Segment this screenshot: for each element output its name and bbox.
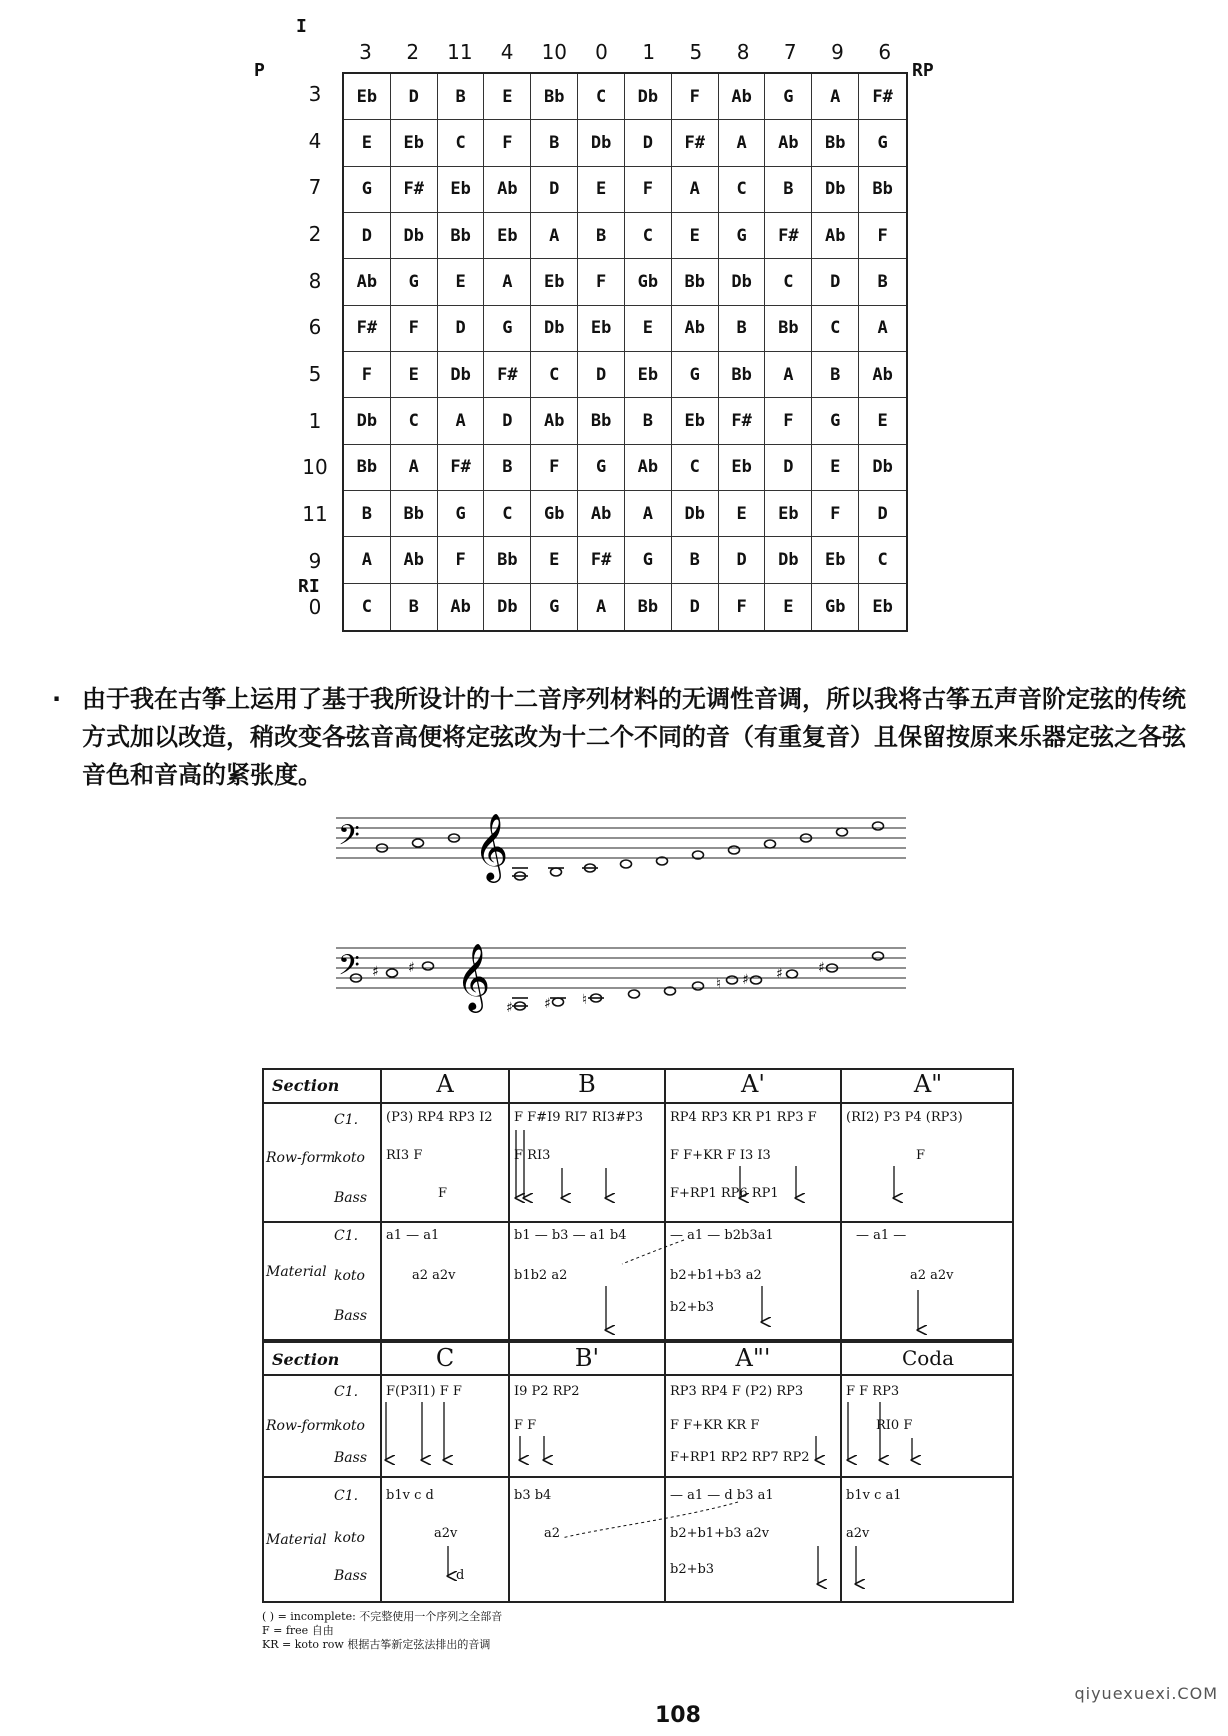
matrix-cell: F# — [719, 398, 766, 444]
part-label-bass: Bass — [334, 1190, 368, 1206]
matrix-cell: Bb — [625, 584, 672, 630]
matrix-cell: F — [765, 398, 812, 444]
matrix-row-number: 11 — [302, 502, 328, 527]
matrix-cell: C — [812, 306, 859, 352]
matrix-cell: Ab — [578, 491, 625, 537]
matrix-cell: E — [391, 352, 438, 398]
cell-text: RI3 F — [386, 1148, 423, 1163]
matrix-cell: F — [344, 352, 391, 398]
matrix-cell: E — [812, 445, 859, 491]
matrix-cell: D — [812, 259, 859, 305]
matrix-cell: Bb — [531, 74, 578, 120]
matrix-cell: C — [765, 259, 812, 305]
cell-text: a2 — [544, 1526, 561, 1541]
matrix-cell: Ab — [391, 537, 438, 583]
section-c-header: C — [435, 1344, 455, 1372]
matrix-cell: Ab — [484, 167, 531, 213]
cell-text: — a1 — d b3 a1 — [670, 1488, 774, 1503]
matrix-cell: Eb — [578, 306, 625, 352]
matrix-cell: Eb — [672, 398, 719, 444]
matrix-cell: E — [719, 491, 766, 537]
matrix-grid — [342, 72, 908, 632]
matrix-cell: B — [859, 259, 906, 305]
matrix-cell: C — [625, 213, 672, 259]
matrix-cell: Eb — [484, 213, 531, 259]
matrix-cell: Db — [765, 537, 812, 583]
cell-text: a1 — a1 — [386, 1228, 440, 1243]
svg-text:♯: ♯ — [544, 996, 551, 1012]
matrix-cell: D — [719, 537, 766, 583]
matrix-cell: B — [438, 74, 485, 120]
matrix-cell: B — [531, 120, 578, 166]
matrix-column-number: 8 — [736, 40, 750, 64]
matrix-cell: Eb — [531, 259, 578, 305]
matrix-column-number: 6 — [878, 40, 892, 64]
matrix-cell: F# — [438, 445, 485, 491]
koto-tuning-staff-original — [336, 808, 908, 888]
cell-text: — a1 — — [856, 1228, 907, 1243]
cell-text: RI0 F — [876, 1418, 913, 1433]
cell-text: F(P3I1) F F — [386, 1384, 462, 1399]
part-label-bass: Bass — [334, 1450, 368, 1466]
matrix-column-number: 0 — [595, 40, 608, 64]
matrix-cell: F — [531, 445, 578, 491]
matrix-cell: G — [859, 120, 906, 166]
matrix-column-number: 3 — [359, 40, 372, 64]
cell-text: a2v — [846, 1526, 870, 1541]
svg-text:♯: ♯ — [742, 972, 749, 988]
matrix-cell: G — [484, 306, 531, 352]
matrix-cell: Db — [859, 445, 906, 491]
rowform-label-top: Row-form — [266, 1150, 336, 1166]
matrix-cell: F# — [344, 306, 391, 352]
matrix-cell: F — [391, 306, 438, 352]
matrix-cell: D — [484, 398, 531, 444]
matrix-cell: Eb — [344, 74, 391, 120]
part-label-koto: koto — [334, 1268, 365, 1284]
matrix-cell: G — [391, 259, 438, 305]
cell-text: RP4 RP3 KR P1 RP3 F — [670, 1110, 817, 1125]
matrix-row-number: 7 — [308, 175, 322, 200]
section-a-triple-prime-header: A"' — [735, 1344, 771, 1372]
svg-text:♯: ♯ — [372, 964, 379, 980]
cell-text: b2+b1+b3 a2v — [670, 1526, 770, 1541]
matrix-row-number: 10 — [302, 455, 328, 480]
matrix-cell: D — [672, 584, 719, 630]
matrix-cell: E — [484, 74, 531, 120]
matrix-cell: A — [438, 398, 485, 444]
matrix-cell: E — [438, 259, 485, 305]
matrix-cell: E — [344, 120, 391, 166]
matrix-cell: E — [672, 213, 719, 259]
matrix-cell: E — [625, 306, 672, 352]
matrix-cell: A — [812, 74, 859, 120]
matrix-cell: E — [765, 584, 812, 630]
part-label-cl: C1. — [334, 1228, 359, 1244]
paragraph-bullet: · — [52, 685, 62, 713]
section-a-prime-header: A' — [741, 1070, 765, 1098]
matrix-cell: G — [531, 584, 578, 630]
matrix-row-number: 4 — [308, 128, 322, 153]
matrix-cell: B — [672, 537, 719, 583]
matrix-cell: F — [484, 120, 531, 166]
matrix-cell: Ab — [719, 74, 766, 120]
cell-text: F — [916, 1148, 926, 1163]
matrix-row-number: 2 — [308, 222, 322, 246]
matrix-cell: F — [719, 584, 766, 630]
matrix-cell: Ab — [438, 584, 485, 630]
matrix-cell: Db — [625, 74, 672, 120]
matrix-column-number: 4 — [500, 40, 514, 64]
matrix-column-number: 2 — [406, 40, 420, 64]
cell-text: F+RP1 RP2 RP7 RP2 — [670, 1450, 810, 1465]
matrix-cell: Bb — [391, 491, 438, 537]
matrix-cell: E — [578, 167, 625, 213]
matrix-cell: Db — [812, 167, 859, 213]
cell-text: b1v c d — [386, 1488, 434, 1503]
koto-tuning-staff-altered — [336, 938, 908, 1018]
svg-text:♯: ♯ — [408, 960, 415, 976]
section-b-prime-header: B' — [574, 1344, 600, 1372]
matrix-cell: C — [719, 167, 766, 213]
cell-text: F RI3 — [514, 1148, 551, 1163]
cell-text: b3 b4 — [514, 1488, 552, 1503]
matrix-cell: A — [672, 167, 719, 213]
section-a-header: A — [436, 1070, 454, 1098]
cell-text: RP3 RP4 F (P2) RP3 — [670, 1384, 804, 1399]
matrix-cell: D — [531, 167, 578, 213]
matrix-cell: G — [812, 398, 859, 444]
part-label-koto: koto — [334, 1418, 365, 1434]
matrix-cell: Db — [391, 213, 438, 259]
matrix-cell: A — [765, 352, 812, 398]
matrix-cell: D — [859, 491, 906, 537]
matrix-cell: G — [578, 445, 625, 491]
matrix-cell: Bb — [672, 259, 719, 305]
matrix-cell: B — [344, 491, 391, 537]
cell-text: F F — [514, 1418, 537, 1433]
matrix-cell: B — [578, 213, 625, 259]
bass-clef-icon: 𝄢 — [338, 819, 360, 859]
cell-text: b1v c a1 — [846, 1488, 902, 1503]
section-label-top: Section — [272, 1076, 340, 1095]
matrix-cell: A — [625, 491, 672, 537]
matrix-cell: F# — [484, 352, 531, 398]
part-label-cl: C1. — [334, 1384, 359, 1400]
part-label-koto: koto — [334, 1530, 365, 1546]
matrix-cell: Eb — [625, 352, 672, 398]
matrix-row-number: 6 — [308, 315, 322, 340]
matrix-cell: C — [672, 445, 719, 491]
matrix-cell: B — [484, 445, 531, 491]
matrix-cell: B — [625, 398, 672, 444]
matrix-cell: F — [672, 74, 719, 120]
cell-text: F F+KR F I3 I3 — [670, 1148, 771, 1163]
material-label-bottom: Material — [266, 1532, 327, 1548]
matrix-cell: Db — [484, 584, 531, 630]
matrix-cell: A — [859, 306, 906, 352]
matrix-cell: Ab — [672, 306, 719, 352]
matrix-cell: D — [625, 120, 672, 166]
legend-koto-row: KR = koto row 根据古筝新定弦法排出的音调 — [262, 1638, 491, 1651]
matrix-cell: Bb — [484, 537, 531, 583]
cell-text: I9 P2 RP2 — [514, 1384, 580, 1399]
matrix-row-number: 8 — [308, 268, 322, 293]
matrix-cell: F# — [859, 74, 906, 120]
matrix-cell: D — [765, 445, 812, 491]
treble-clef-icon: 𝄞 — [456, 942, 491, 1010]
matrix-cell: D — [578, 352, 625, 398]
svg-text:♯: ♯ — [506, 1000, 513, 1016]
matrix-cell: C — [484, 491, 531, 537]
matrix-cell: D — [391, 74, 438, 120]
matrix-cell: D — [344, 213, 391, 259]
matrix-cell: Bb — [812, 120, 859, 166]
matrix-cell: B — [765, 167, 812, 213]
matrix-cell: Ab — [859, 352, 906, 398]
matrix-cell: G — [625, 537, 672, 583]
matrix-cell: Eb — [812, 537, 859, 583]
matrix-cell: Eb — [391, 120, 438, 166]
watermark: qiyuexuexi.COM — [1074, 1684, 1218, 1703]
cell-text: b1 — b3 — a1 b4 — [514, 1228, 627, 1243]
section-label-bottom: Section — [272, 1350, 340, 1369]
matrix-cell: F — [438, 537, 485, 583]
part-label-bass: Bass — [334, 1568, 368, 1584]
section-coda-header: Coda — [901, 1346, 955, 1370]
matrix-cell: Eb — [719, 445, 766, 491]
matrix-cell: F# — [391, 167, 438, 213]
matrix-cell: Db — [344, 398, 391, 444]
matrix-cell: F# — [578, 537, 625, 583]
part-label-cl: C1. — [334, 1488, 359, 1504]
matrix-cell: Ab — [812, 213, 859, 259]
cell-text: — a1 — b2b3a1 — [670, 1228, 774, 1243]
matrix-cell: Eb — [438, 167, 485, 213]
cell-text: F — [438, 1186, 448, 1201]
svg-text:♯: ♯ — [818, 960, 825, 976]
matrix-cell: Gb — [625, 259, 672, 305]
cell-text: F F RP3 — [846, 1384, 900, 1399]
cell-text: F F+KR KR F — [670, 1418, 760, 1433]
cell-text: a2 a2v — [910, 1268, 954, 1283]
matrix-cell: A — [719, 120, 766, 166]
form-arrows — [262, 1068, 1014, 1603]
matrix-cell: F — [859, 213, 906, 259]
matrix-cell: B — [391, 584, 438, 630]
part-label-cl: C1. — [334, 1112, 359, 1128]
twelve-tone-matrix — [254, 16, 934, 642]
matrix-cell: Bb — [719, 352, 766, 398]
matrix-column-number: 5 — [689, 40, 703, 64]
paragraph-text: 由于我在古筝上运用了基于我所设计的十二音序列材料的无调性音调，所以我将古筝五声音阶定弦的传统方式加以改造，稍改变各弦音高便将定弦改为十二个不同的音（有重复音）且保留按原来乐器定弦之各弦音色和音高的紧张度。 — [82, 685, 1186, 789]
matrix-cell: F# — [672, 120, 719, 166]
material-label-top: Material — [266, 1264, 327, 1280]
legend-free: F = free 自由 — [262, 1624, 334, 1637]
matrix-row-number: 5 — [308, 362, 322, 387]
matrix-cell: G — [719, 213, 766, 259]
matrix-cell: D — [438, 306, 485, 352]
page-number: 108 — [655, 1703, 701, 1728]
matrix-cell: Bb — [344, 445, 391, 491]
matrix-cell: G — [765, 74, 812, 120]
matrix-cell: Bb — [859, 167, 906, 213]
matrix-cell: F — [578, 259, 625, 305]
rowform-label-bottom: Row-form — [266, 1418, 336, 1434]
matrix-row-number: 0 — [308, 595, 322, 620]
matrix-prime-label: P — [254, 60, 265, 81]
matrix-cell: C — [344, 584, 391, 630]
matrix-cell: E — [531, 537, 578, 583]
form-analysis-table — [262, 1068, 1014, 1651]
cell-text: b2+b3 — [670, 1300, 715, 1315]
matrix-cell: Db — [438, 352, 485, 398]
matrix-cell: Bb — [765, 306, 812, 352]
cell-text: a2v — [434, 1526, 458, 1541]
matrix-row-number: 1 — [308, 408, 322, 433]
matrix-cell: Ab — [531, 398, 578, 444]
matrix-cell: Gb — [812, 584, 859, 630]
matrix-column-number: 1 — [642, 40, 656, 64]
matrix-cell: Bb — [578, 398, 625, 444]
matrix-cell: C — [438, 120, 485, 166]
matrix-row-number: 3 — [308, 82, 322, 106]
matrix-cell: Eb — [872, 596, 893, 617]
bass-clef-icon: 𝄢 — [338, 949, 360, 989]
svg-text:♮: ♮ — [582, 992, 588, 1008]
matrix-cell: Bb — [438, 213, 485, 259]
svg-text:♮: ♮ — [716, 976, 722, 992]
matrix-cell: G — [344, 167, 391, 213]
matrix-cell: Eb — [765, 491, 812, 537]
matrix-retrograde-label: RP — [912, 60, 934, 81]
matrix-cell: A — [391, 445, 438, 491]
matrix-cell: B — [719, 306, 766, 352]
matrix-cell: Db — [719, 259, 766, 305]
matrix-cell: E — [859, 398, 906, 444]
treble-clef-icon: 𝄞 — [474, 812, 509, 880]
matrix-cell: Gb — [531, 491, 578, 537]
section-a-double-prime-header: A" — [913, 1070, 943, 1098]
cell-text: d — [456, 1568, 465, 1583]
matrix-column-number: 10 — [541, 40, 568, 64]
matrix-cell: C — [859, 537, 906, 583]
matrix-cell: C — [578, 74, 625, 120]
matrix-cell: Db — [578, 120, 625, 166]
cell-text: a2 a2v — [412, 1268, 456, 1283]
part-label-bass: Bass — [334, 1308, 368, 1324]
cell-text: F F#I9 RI7 RI3#P3 — [514, 1110, 644, 1125]
matrix-cell: Db — [672, 491, 719, 537]
cell-text: b1b2 a2 — [514, 1268, 568, 1283]
svg-text:♯: ♯ — [776, 966, 783, 982]
matrix-cell: G — [438, 491, 485, 537]
matrix-cell: A — [344, 537, 391, 583]
matrix-cell: F — [625, 167, 672, 213]
matrix-cell: C — [531, 352, 578, 398]
section-b-header: B — [578, 1070, 596, 1098]
body-paragraph — [52, 680, 1192, 794]
matrix-retrograde-inversion-label: RI — [298, 576, 320, 597]
matrix-cell: C — [391, 398, 438, 444]
matrix-cell: Ab — [625, 445, 672, 491]
matrix-cell: Ab — [344, 259, 391, 305]
matrix-cell: A — [578, 584, 625, 630]
matrix-inversion-label: I — [296, 16, 307, 37]
matrix-cell: Ab — [765, 120, 812, 166]
legend-incomplete: ( ) = incomplete: 不完整使用一个序列之全部音 — [262, 1610, 503, 1623]
matrix-cell: A — [484, 259, 531, 305]
matrix-column-number: 11 — [447, 40, 473, 64]
matrix-column-number: 7 — [783, 40, 797, 64]
matrix-cell: G — [672, 352, 719, 398]
part-label-koto: koto — [334, 1150, 365, 1166]
matrix-column-number: 9 — [831, 40, 844, 64]
cell-text: b2+b3 — [670, 1562, 715, 1577]
matrix-cell: Db — [531, 306, 578, 352]
matrix-cell: B — [812, 352, 859, 398]
matrix-cell: A — [531, 213, 578, 259]
cell-text: (P3) RP4 RP3 I2 — [386, 1110, 493, 1125]
matrix-cell: F — [812, 491, 859, 537]
matrix-row-number: 9 — [308, 548, 322, 573]
cell-text: (RI2) P3 P4 (RP3) — [846, 1110, 963, 1125]
cell-text: b2+b1+b3 a2 — [670, 1268, 762, 1283]
matrix-cell: F# — [765, 213, 812, 259]
cell-text: F+RP1 RP6 RP1 — [670, 1186, 779, 1201]
